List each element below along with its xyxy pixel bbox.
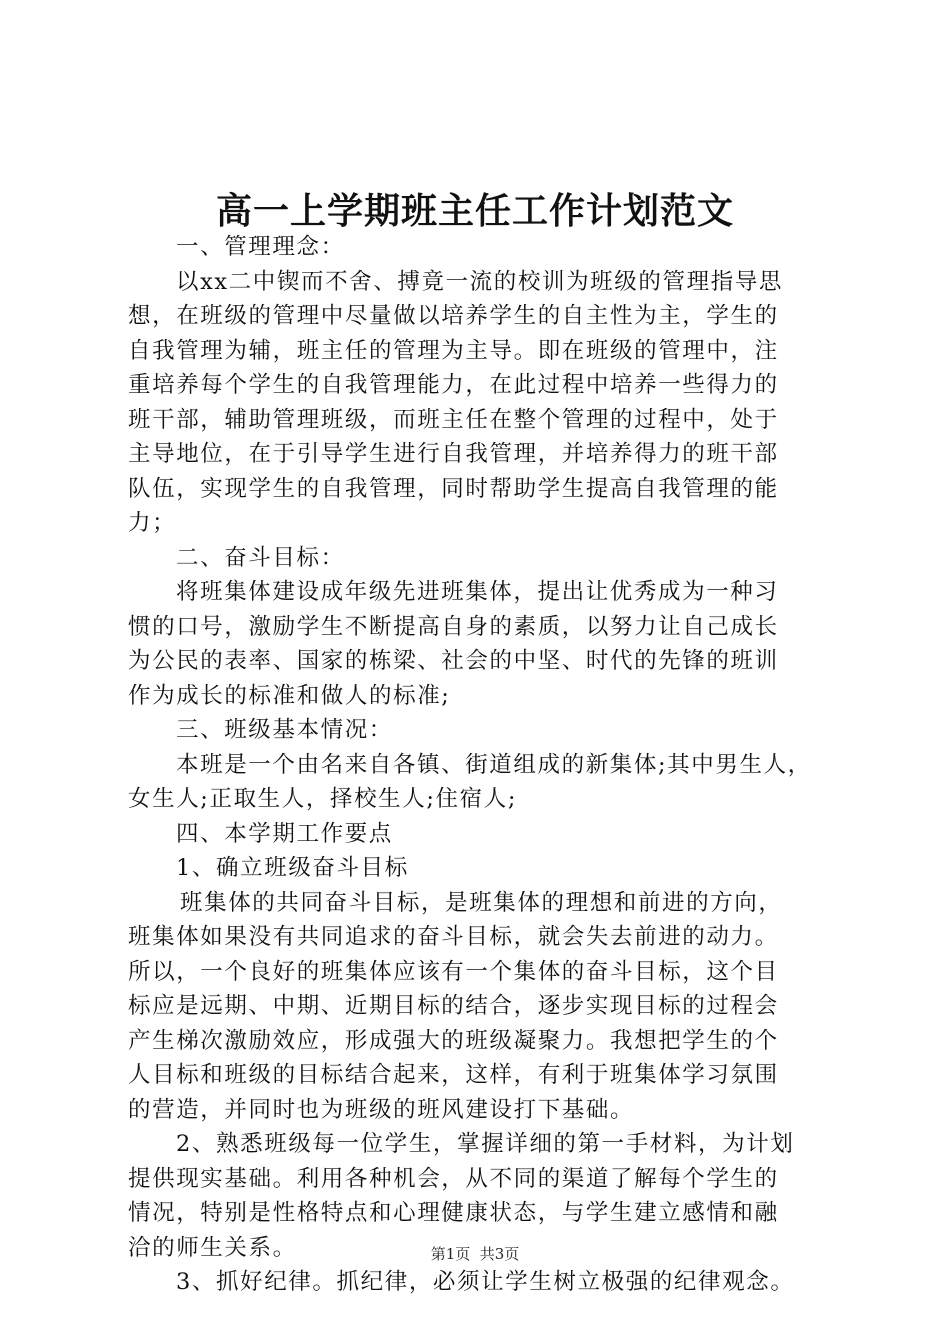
section-heading: 三、班级基本情况： — [176, 717, 393, 743]
paragraph-line: 班干部，辅助管理班级，而班主任在整个管理的过程中，处于 — [128, 406, 779, 433]
section-heading: 二、奋斗目标： — [176, 544, 345, 571]
paragraph-line: 的营造，并同时也为班级的班风建设打下基础。 — [128, 1096, 635, 1123]
subsection-heading: 1、确立班级奋斗目标 — [176, 855, 409, 881]
paragraph-line: 作为成长的标准和做人的标准; — [128, 682, 451, 709]
paragraph-line: 想，在班级的管理中尽量做以培养学生的自主性为主，学生的 — [128, 303, 779, 329]
paragraph-line: 主导地位，在于引导学生进行自我管理，并培养得力的班干部 — [128, 441, 779, 467]
paragraph-line: 重培养每个学生的自我管理能力，在此过程中培养一些得力的 — [128, 372, 779, 398]
paragraph-line: 产生梯次激励效应，形成强大的班级凝聚力。我想把学生的个 — [128, 1027, 779, 1054]
paragraph-line: 所以，一个良好的班集体应该有一个集体的奋斗目标，这个目 — [128, 958, 779, 985]
paragraph-line: 洽的师生关系。 — [128, 1234, 297, 1261]
paragraph-line: 为公民的表率、国家的栋梁、社会的中坚、时代的先锋的班训 — [128, 648, 779, 674]
section-heading: 一、管理理念： — [176, 234, 345, 260]
paragraph-line: 情况，特别是性格特点和心理健康状态，与学生建立感情和融 — [128, 1200, 779, 1226]
paragraph-line: 女生人;正取生人，择校生人;住宿人; — [128, 786, 518, 812]
page-footer: 第1页 共3页 — [430, 1245, 520, 1263]
paragraph-line: 以xx二中锲而不舍、搏竟一流的校训为班级的管理指导思 — [176, 268, 783, 295]
paragraph-line: 力； — [128, 510, 177, 536]
paragraph-line: 自我管理为辅，班主任的管理为主导。即在班级的管理中，注 — [128, 337, 779, 364]
paragraph-line: 班集体如果没有共同追求的奋斗目标，就会失去前进的动力。 — [128, 924, 779, 950]
paragraph-line: 2、熟悉班级每一位学生，掌握详细的第一手材料，为计划 — [176, 1131, 795, 1157]
paragraph-line: 队伍，实现学生的自我管理，同时帮助学生提高自我管理的能 — [128, 475, 779, 502]
paragraph-line: 提供现实基础。利用各种机会，从不同的渠道了解每个学生的 — [128, 1165, 779, 1192]
paragraph-line: 3、抓好纪律。抓纪律，必须让学生树立极强的纪律观念。 — [176, 1269, 795, 1295]
section-heading: 四、本学期工作要点 — [176, 820, 393, 847]
paragraph-line: 标应是远期、中期、近期目标的结合，逐步实现目标的过程会 — [128, 993, 779, 1019]
paragraph-line: 班集体的共同奋斗目标，是班集体的理想和前进的方向， — [180, 889, 783, 916]
paragraph-line: 惯的口号，激励学生不断提高自身的素质，以努力让自己成长 — [128, 613, 779, 640]
document-body — [128, 230, 840, 1300]
paragraph-line: 将班集体建设成年级先进班集体，提出让优秀成为一种习 — [176, 579, 779, 605]
document-title: 高一上学期班主任工作计划范文 — [215, 190, 734, 232]
paragraph-line: 人目标和班级的目标结合起来，这样，有利于班集体学习氛围 — [128, 1062, 779, 1088]
paragraph-line: 本班是一个由名来自各镇、街道组成的新集体;其中男生人， — [176, 751, 812, 778]
